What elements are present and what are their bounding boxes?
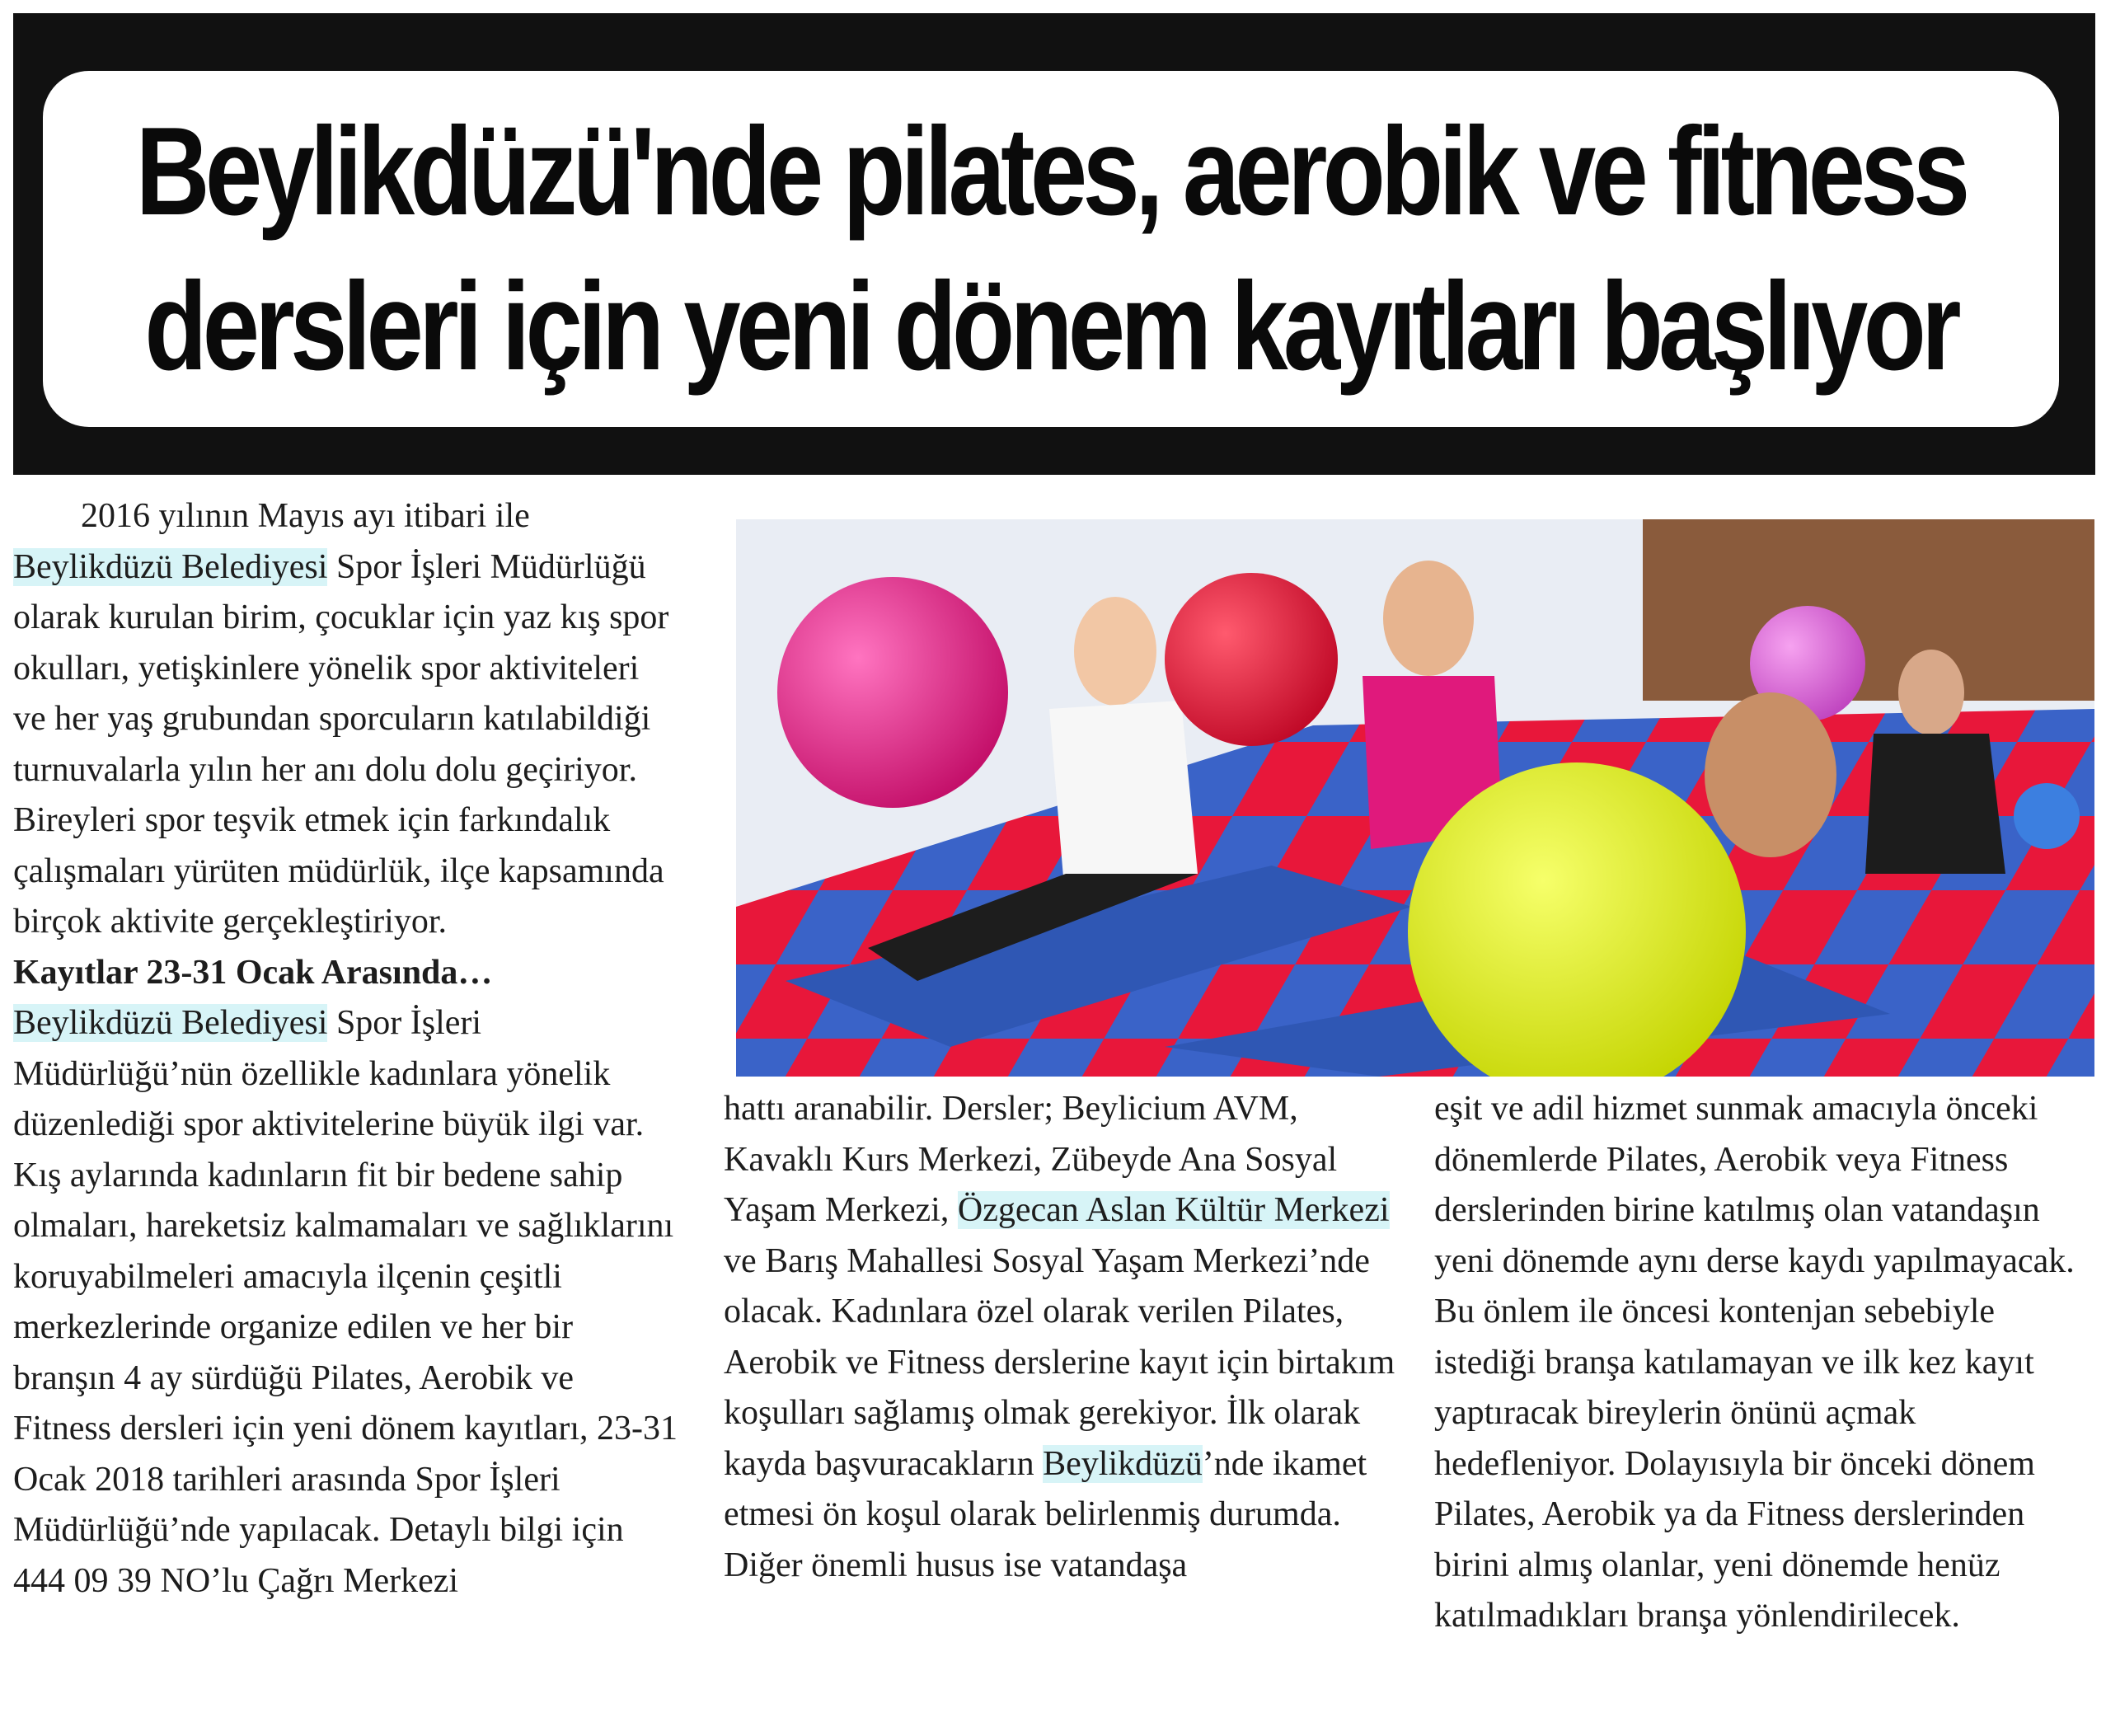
highlighted-entity: Beylikdüzü — [1043, 1444, 1203, 1483]
paragraph-locations — [724, 1084, 1400, 1591]
storage-boxes — [1643, 519, 2094, 701]
paragraph-rules: eşit ve adil hizmet sunmak amacıyla önceki dönemlerde Pilates, Aerobik veya Fitness derslerinden birine katılmış olan vatandaşın yeni dönemde aynı derse kaydı yapılmayacak. Bu önlem ile öncesi kontenjan sebebiyle istediği branşa katılamayan ve ilk kez kayıt yaptıracak bireylerin önünü açmak hedefleniyor. Dolayısıyla bir önceki dönem Pilates, Aerobik ya da Fitness derslerinden birini almış olanlar, yeni dönemde henüz katılmadıkları branşa yönlendirilecek. — [1434, 1090, 2075, 1635]
text-run: ’nde ikamet etmesi ön koşul olarak belirlenmiş durumda. Diğer önemli husus ise vatandaşa — [724, 1444, 1367, 1584]
person-head — [1383, 561, 1474, 676]
highlighted-entity: Beylikdüzü Belediyesi — [13, 1004, 328, 1042]
article-column-2 — [724, 1084, 1400, 1591]
highlighted-entity: Beylikdüzü Belediyesi — [13, 547, 328, 586]
red-exercise-ball — [1165, 573, 1338, 746]
text-run: Spor İşleri Müdürlüğü’nün özellikle kadınlara yönelik düzenlediği spor aktivitelerine büyük ilgi var. Kış aylarında kadınların fit bir bedene sahip olmaları, hareketsiz kalmamaları ve sağlıklarını koruyabilmeleri amacıyla ilçenin çeşitli merkezlerinde organize edilen ve her bir branşın 4 ay sürdüğü Pilates, Aerobik ve Fitness dersleri için yeni dönem kayıtları, 23-31 Ocak 2018 tarihleri arasında Spor İşleri Müdürlüğü’nde yapılacak. Detaylı bilgi için 444 09 39 NO’lu Çağrı Merkezi — [13, 1004, 678, 1600]
person-head — [1074, 597, 1156, 706]
article-column-3 — [1434, 1084, 2094, 1642]
person-head — [1705, 692, 1836, 857]
text-run: Spor İşleri Müdürlüğü olarak kurulan birim, çocuklar için yaz kış spor okulları, yetişkinlere yönelik spor aktiviteleri ve her yaş grubundan sporcuların katılabildiği turnuvalarla yılın her anı dolu dolu geçiriyor. Bireyleri spor teşvik etmek için farkındalık çalışmaları yürüten müdürlük, ilçe kapsamında birçok aktivite gerçekleştiriyor. — [13, 547, 669, 941]
blue-exercise-ball — [2014, 783, 2080, 849]
headline-line-1: Beylikdüzü'nde pilates, aerobik ve fitness — [136, 101, 1966, 242]
text-run: ve Barış Mahallesi Sosyal Yaşam Merkezi’nde olacak. Kadınlara özel olarak verilen Pilates, Aerobik ve Fitness derslerine kayıt için birtakım koşulları sağlamış olmak gerekiyor. İlk olarak kayda başvuracakların — [724, 1241, 1395, 1483]
person-torso — [1865, 734, 2005, 874]
pink-exercise-ball — [777, 577, 1008, 808]
article-photo — [736, 519, 2094, 1077]
photo-illustration — [736, 519, 2094, 1077]
headline-frame — [13, 13, 2095, 475]
section-subheading: Kayıtlar 23-31 Ocak Arasında… — [13, 953, 493, 992]
highlighted-entity: Özgecan Aslan Kültür Merkezi — [957, 1191, 1390, 1229]
paragraph-intro — [13, 491, 679, 948]
paragraph-registration — [13, 998, 679, 1607]
headline-box — [43, 71, 2059, 427]
headline-line-2: dersleri için yeni dönem kayıtları başlıyor — [144, 256, 1958, 396]
person-head — [1898, 650, 1964, 735]
text-run: 2016 yılının Mayıs ayı itibari ile — [81, 497, 530, 535]
article-column-1 — [13, 491, 679, 1607]
text-run: hattı aranabilir. Dersler; Beylicium AVM, Kavaklı Kurs Merkezi, Zübeyde Ana Sosyal Yaşam Merkezi, — [724, 1090, 1338, 1229]
